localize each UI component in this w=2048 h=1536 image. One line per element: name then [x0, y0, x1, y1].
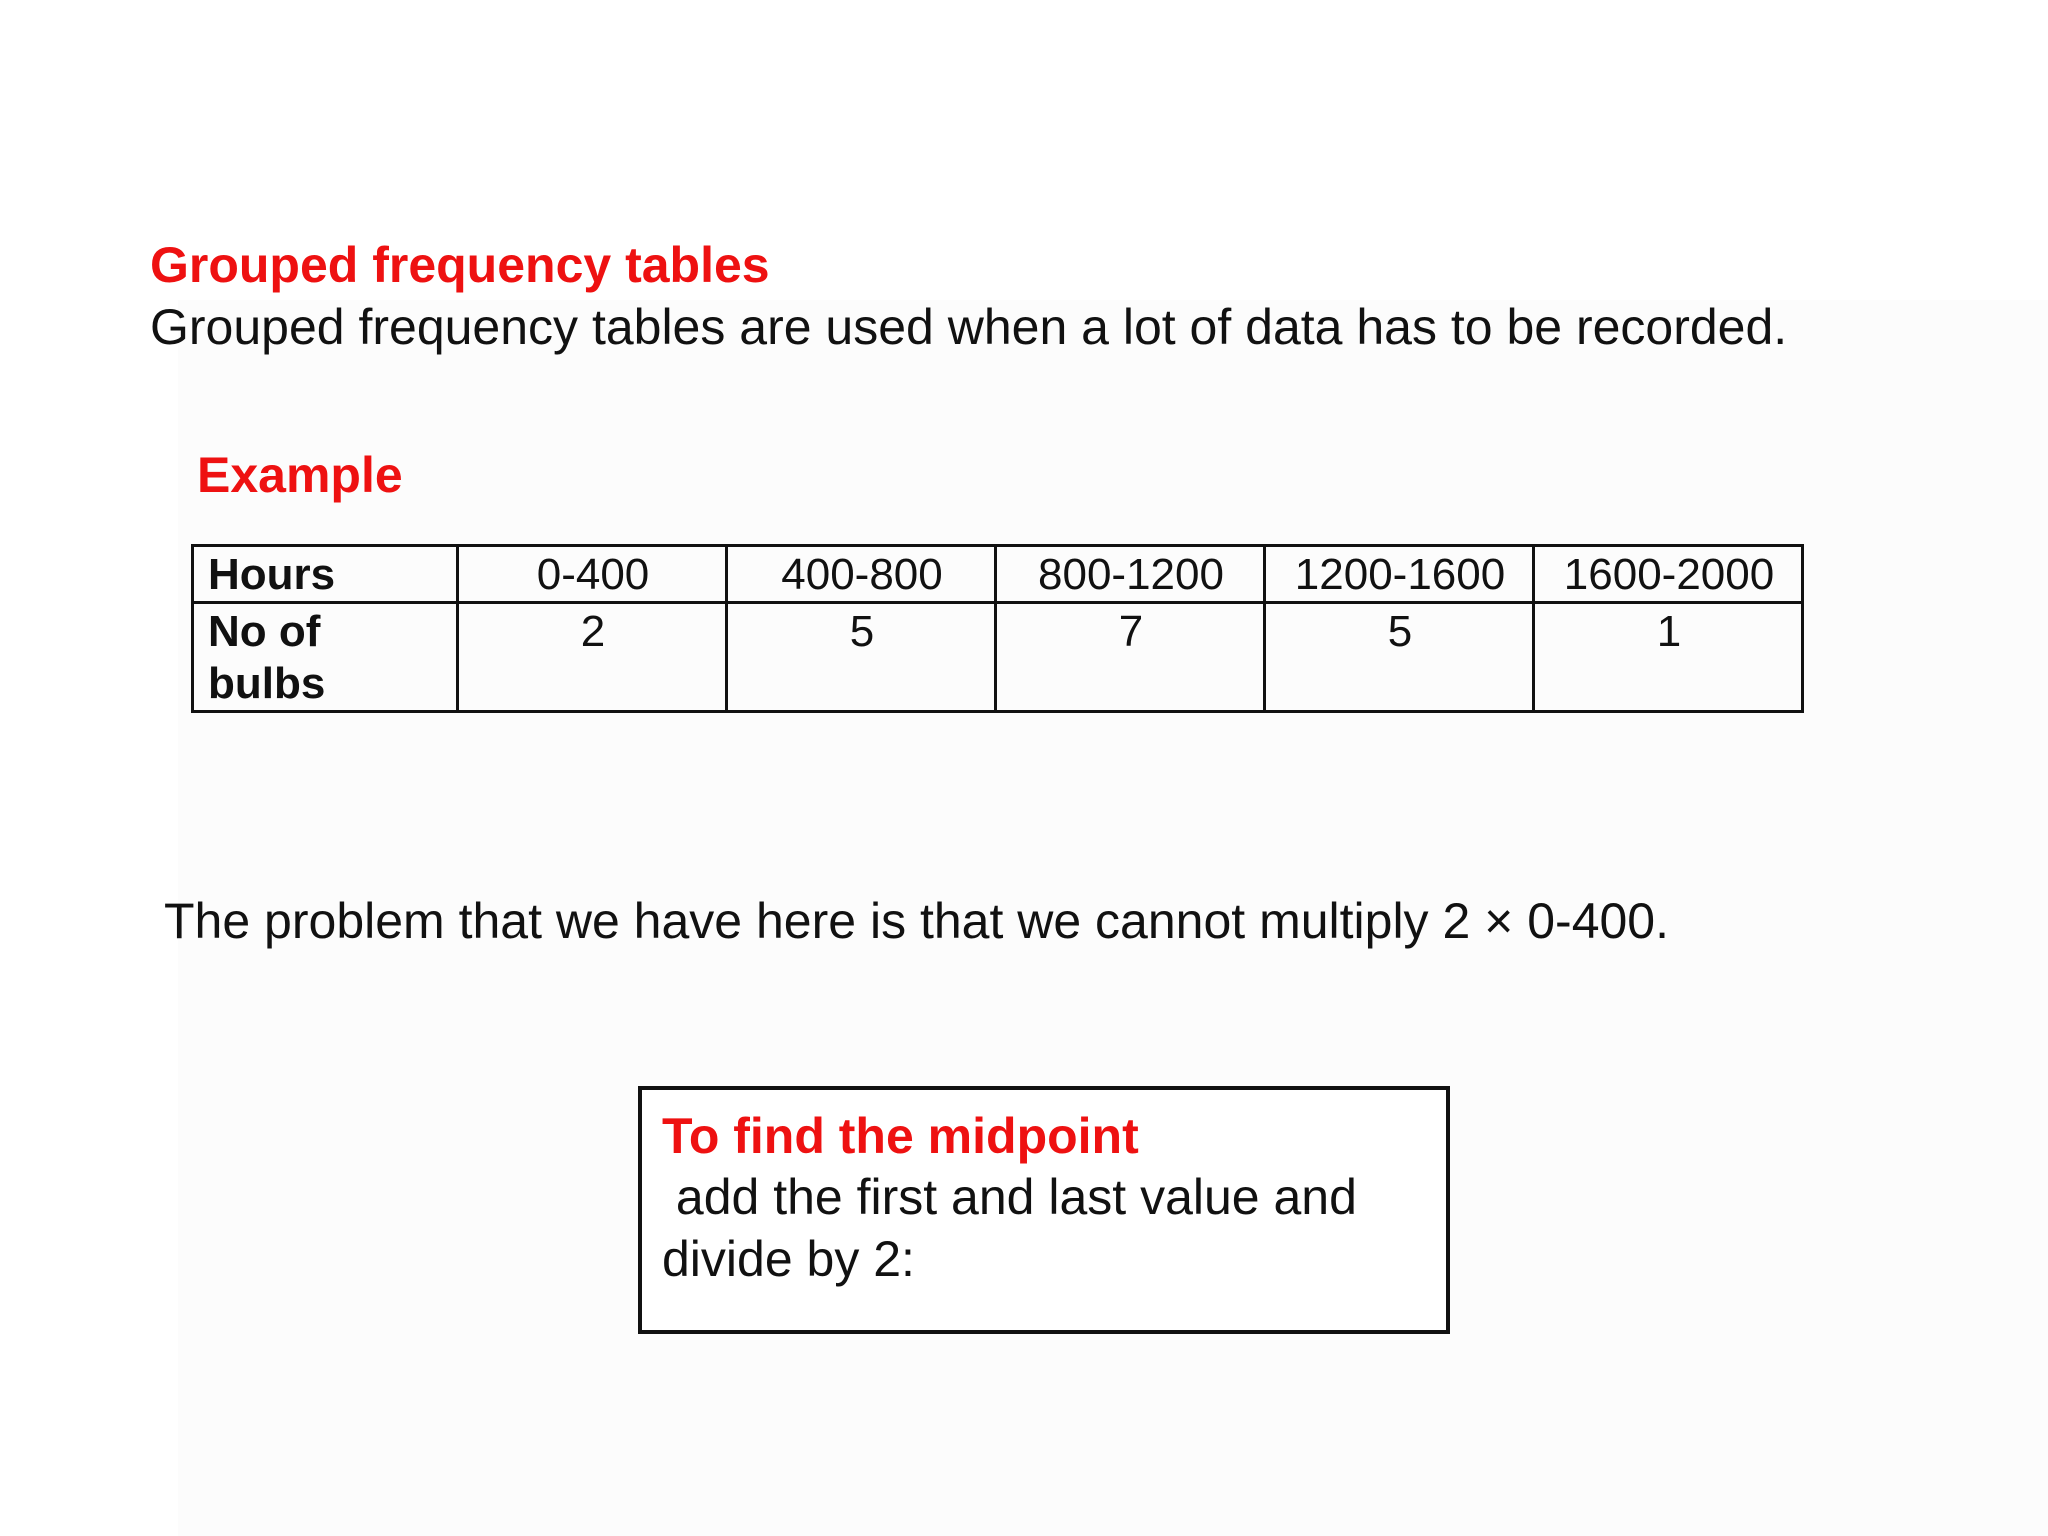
row-header-bulbs: No of bulbs [193, 603, 458, 712]
section-heading: Grouped frequency tables [150, 237, 770, 293]
table-cell-count: 2 [458, 603, 727, 712]
table-cell-count: 5 [1265, 603, 1534, 712]
table-cell-count: 1 [1534, 603, 1803, 712]
table-cell-interval: 800-1200 [996, 546, 1265, 603]
table-row-hours [193, 546, 1803, 603]
midpoint-box [638, 1086, 1450, 1334]
problem-statement: The problem that we have here is that we cannot multiply 2 × 0-400. [164, 893, 1670, 949]
example-label: Example [197, 447, 403, 503]
table-cell-interval: 400-800 [727, 546, 996, 603]
table-cell-interval: 0-400 [458, 546, 727, 603]
table-cell-count: 7 [996, 603, 1265, 712]
table-cell-interval: 1600-2000 [1534, 546, 1803, 603]
row-header-hours: Hours [193, 546, 458, 603]
midpoint-instructions: add the first and last value and divide by 2: [662, 1169, 1371, 1287]
midpoint-title: To find the midpoint [662, 1108, 1139, 1164]
frequency-table [191, 544, 1804, 713]
table-cell-count: 5 [727, 603, 996, 712]
intro-text: Grouped frequency tables are used when a lot of data has to be recorded. [150, 299, 1788, 355]
table-row-bulbs [193, 603, 1803, 712]
table-cell-interval: 1200-1600 [1265, 546, 1534, 603]
